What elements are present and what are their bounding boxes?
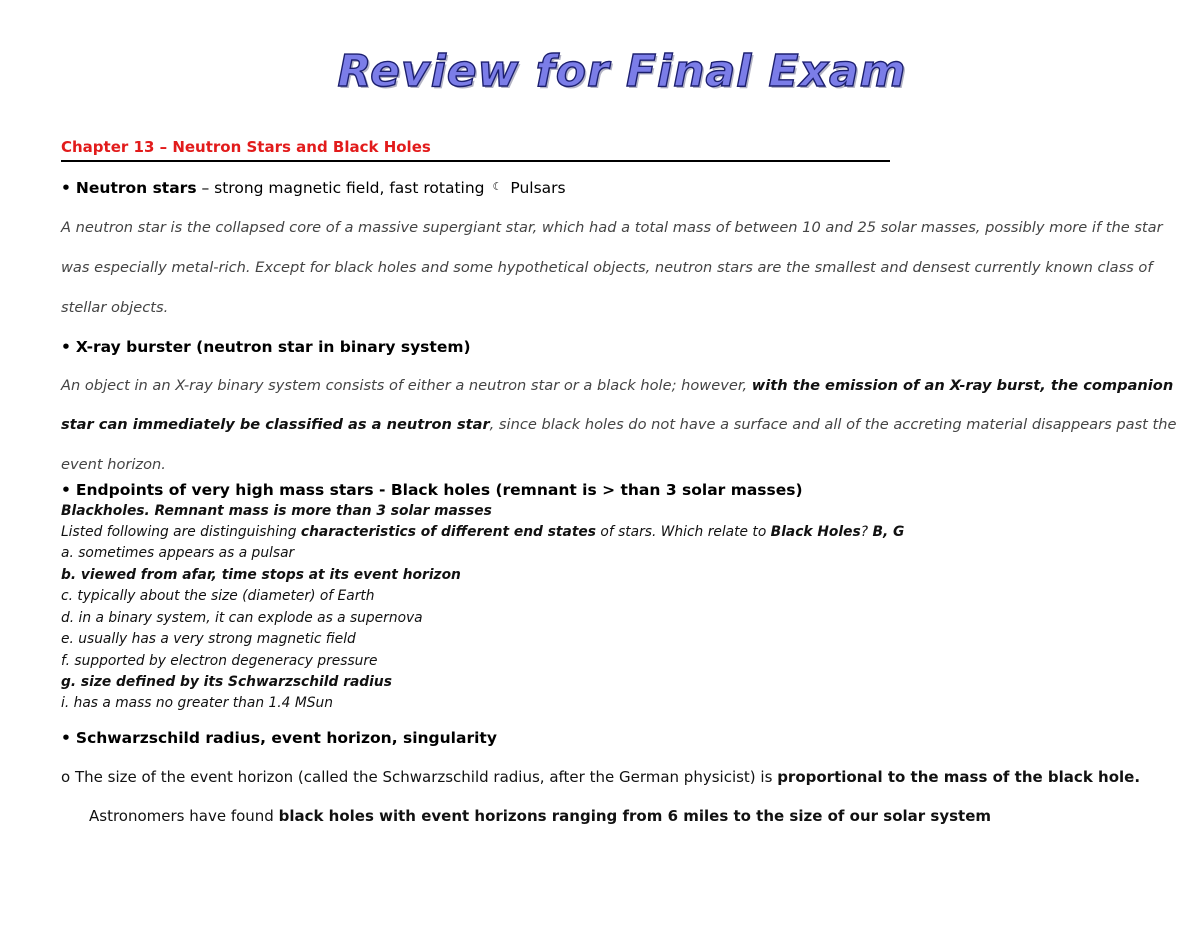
neutron-paragraph-line-3: stellar objects. (61, 299, 169, 316)
event-horizon-size-line (61, 768, 1140, 786)
option-f: f. supported by electron degeneracy pressure (61, 653, 378, 669)
size-text: The size of the event horizon (called the Schwarzschild radius, after the German physicist) is (74, 768, 778, 786)
bullet-dot: • (61, 481, 71, 499)
size-period: . (1134, 768, 1141, 786)
question-emphasis: Black Holes (770, 524, 861, 540)
question-line (61, 524, 904, 540)
xray-paragraph-line-2 (61, 416, 1177, 433)
bullet-dot: • (61, 729, 71, 747)
neutron-stars-term: Neutron stars (75, 179, 197, 197)
xray-paragraph-line-3: event horizon. (61, 456, 166, 473)
question-emphasis: characteristics of different end states (300, 524, 596, 540)
xray-emphasis: star can immediately be classified as a neutron star (61, 416, 490, 433)
question-text: Listed following are distinguishing (61, 524, 301, 540)
xray-text: An object in an X-ray binary system consists of either a neutron star or a black hole; however, (61, 377, 752, 394)
option-b: b. viewed from afar, time stops at its event horizon (61, 567, 461, 583)
blackholes-remnant-line: Blackholes. Remnant mass is more than 3 solar masses (61, 503, 492, 519)
bullet-dot: • (61, 338, 71, 356)
schwarzschild-bullet (61, 729, 497, 747)
question-text: ? (860, 524, 873, 540)
chapter-heading: Chapter 13 – Neutron Stars and Black Holes (61, 138, 890, 162)
neutron-stars-bullet (61, 179, 566, 197)
answer-text: B, G (872, 524, 905, 540)
page-title: Review for Final Exam (337, 46, 907, 97)
moon-symbol-icon: ☾ (492, 180, 503, 193)
endpoints-heading: Endpoints of very high mass stars - Black holes (remnant is > than 3 solar masses) (75, 481, 803, 499)
neutron-stars-desc: – strong magnetic field, fast rotating (196, 179, 485, 197)
xray-emphasis: with the emission of an X-ray burst, the companion (751, 377, 1174, 394)
xray-paragraph-line-1 (61, 377, 1173, 394)
option-e: e. usually has a very strong magnetic field (61, 631, 356, 647)
endpoints-bullet (61, 481, 803, 499)
pulsars-label: Pulsars (510, 179, 566, 197)
question-text: of stars. Which relate to (596, 524, 771, 540)
option-d: d. in a binary system, it can explode as a supernova (61, 610, 423, 626)
option-g: g. size defined by its Schwarzschild radius (61, 674, 392, 690)
circle-bullet-icon: o (61, 768, 71, 786)
astro-text: Astronomers have found (89, 807, 279, 825)
option-c: c. typically about the size (diameter) of Earth (61, 588, 375, 604)
size-emphasis: proportional to the mass of the black hole (777, 768, 1135, 786)
astro-emphasis: black holes with event horizons ranging from 6 miles to the size of our solar system (278, 807, 991, 825)
option-i: i. has a mass no greater than 1.4 MSun (61, 695, 333, 711)
neutron-paragraph-line-2: was especially metal-rich. Except for black holes and some hypothetical objects, neutron stars are the smallest and densest currently known class of (61, 259, 1153, 276)
xray-burster-bullet (61, 338, 471, 356)
xray-text: , since black holes do not have a surface and all of the accreting material disappears past the (489, 416, 1177, 433)
astronomers-line (89, 807, 991, 825)
neutron-paragraph-line-1: A neutron star is the collapsed core of a massive supergiant star, which had a total mass of between 10 and 25 solar masses, possibly more if the star (61, 219, 1163, 236)
option-a: a. sometimes appears as a pulsar (61, 545, 295, 561)
bullet-dot: • (61, 179, 71, 197)
schwarzschild-heading: Schwarzschild radius, event horizon, singularity (75, 729, 497, 747)
xray-burster-heading: X-ray burster (neutron star in binary system) (75, 338, 471, 356)
